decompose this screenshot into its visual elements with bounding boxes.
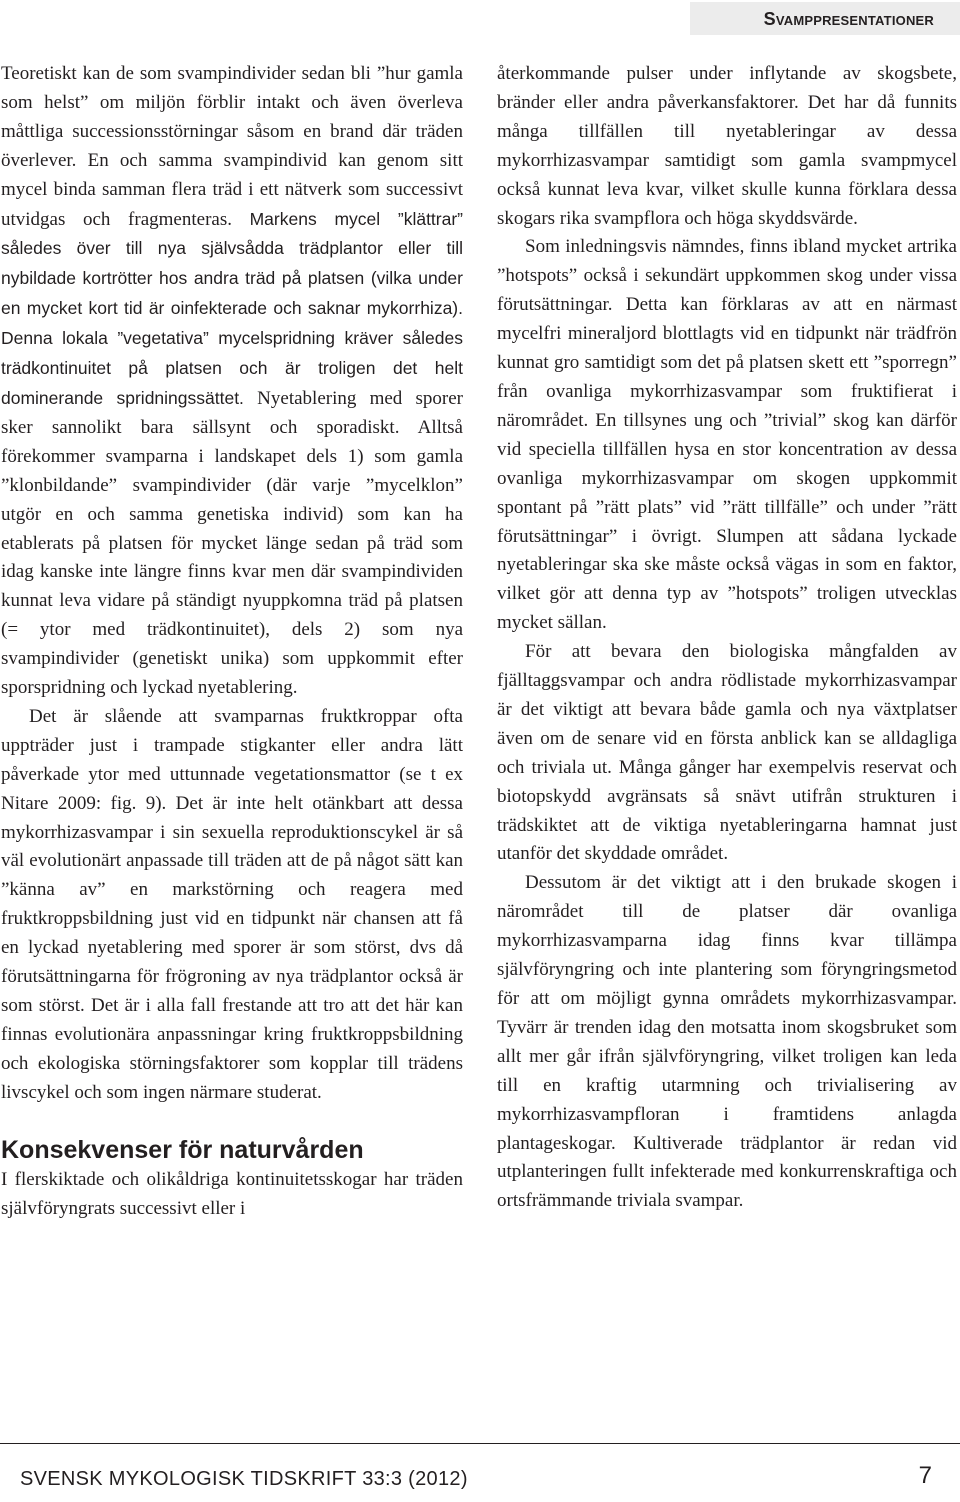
paragraph-1-part-a: Teoretiskt kan de som svampindivider sedan bli ”hur gamla som helst” om miljön förblir intakt och även överleva måttliga successionsstörningar såsom en brand där träden överlever. En och samma svampindivid kan genom sitt mycel binda samman flera träd i ett nätverk som successivt utvidgas och fragmenteras. xyxy=(1,63,463,230)
right-column xyxy=(497,60,957,1216)
paragraph-1-part-b: Markens mycel ”klättrar” således över till nya självsådda trädplantor eller till nybildade kortrötter hos andra träd på platsen (vilka under en mycket kort tid är oinfekterade och saknar mykorrhiza). Denna lokala ”vegetativa” mycelspridning kräver således trädkontinuitet på platsen och är troligen det helt dominerande spridningssättet. xyxy=(1,208,464,408)
paragraph-1-part-c: Nyetablering med sporer sker sannolikt bara sällsynt och sporadiskt. Alltså förekommer svamparna i landskapet dels 1) som gamla ”klonbildande” svampindivider (där varje ”mycelklon” utgör en och samma genetiska individ) som kan ha etablerats på platsen för mycket länge sedan på träd som idag kanske inte längre finns kvar men där svampindividen kunnat leva vidare på ständigt nyuppkomna träd på platsen (= ytor med trädkontinuitet), dels 2) som nya svampindivider (genetiskt unika) som uppkommit efter sporspridning och lyckad nyetablering. xyxy=(1,387,464,699)
section-title: Svamppresentationer xyxy=(763,9,934,29)
footer-divider xyxy=(0,1443,960,1444)
paragraph-2: Det är slående att svamparnas fruktkroppar ofta uppträder just i trampade stigkanter eller andra lätt påverkade ytor med uttunnade vegetationsmattor (se t ex Nitare 2009: fig. 9). Det är inte helt otänkbart att dessa mykorrhizasvampar i sin sexuella reproduktionscykel är så väl evolutionärt anpassade till träden att de på något sätt kan ”känna av” en markstörning och reagera med fruktkroppsbildning just vid en tidpunkt när chansen att få en lyckad nyetablering med sporer är som störst, dvs då förutsättningarna för frögroning av nya trädplantor också är som störst. Det är i alla fall frestande att tro att det här kan finnas evolutionära anpassningar kring fruktkroppsbildning och ekologiska störningsfaktorer som kopplar till trädens livscykel och som ingen närmare studerat. xyxy=(1,705,463,1103)
journal-name: SVENSK MYKOLOGISK TIDSKRIFT 33:3 (2012) xyxy=(20,1468,468,1490)
left-column xyxy=(1,60,463,1223)
page-number: 7 xyxy=(918,1462,932,1489)
paragraph-6: För att bevara den biologiska mångfalden av fjälltaggsvampar och andra rödlistade mykorrhizasvampar är det viktigt att bevara både gamla och nya växtplatser även om de senare vid en första anblick kan se alldagliga och triviala ut. Många gånger har exempelvis reservat och biotopskydd avgränsats så snävt utifrån strukturen i trädskiktet att de viktiga nyetableringarna hamnat just utanför det skyddade området. xyxy=(497,641,957,865)
paragraph-7: Dessutom är det viktigt att i den brukade skogen i närområdet till de platser där ovanliga mykorrhizasvamparna idag finns kvar tillämpa självföryngring och inte plantering som föryngringsmetod för att om möjligt gynna områdets mykorrhizasvampar. Tyvärr är trenden idag den motsatta inom skogsbruket som allt mer går ifrån självföryngring, vilket troligen kan leda till en kraftig utarmning och trivialisering av mykorrhizasvampfloran i framtidens anlagda plantageskogar. Kultiverade trädplantor är redan vid utplanteringen fullt infekterade med konkurrenskraftiga och ortsfrämmande triviala svampar. xyxy=(497,872,957,1212)
section-header-bar xyxy=(690,2,960,35)
paragraph-3: I flerskiktade och olikåldriga kontinuitetsskogar har träden självföryngrats successivt eller i xyxy=(1,1168,463,1219)
paragraph-4: återkommande pulser under inflytande av skogsbete, bränder eller andra påverkansfaktorer. Det har då funnits många tillfällen till nyetableringar av dessa mykorrhizasvampar samtidigt som gamla svampmycel också kunnat leva kvar, vilket skulle kunna förklara dessa skogars rika svampflora och höga skyddsvärde. xyxy=(497,63,957,229)
section-heading: Konsekvenser för naturvården xyxy=(1,1135,364,1164)
paragraph-5: Som inledningsvis nämndes, finns ibland mycket artrika ”hotspots” också i sekundärt uppkommen skog under vissa förutsättningar. Detta kan förklaras av att en närmast mycelfri mineraljord blottlagts vid en tidpunkt när trädfrön kunnat gro samtidigt som det på platsen skett ett ”sporregn” från ovanliga mykorrhizasvampar som fruktifierat i närområdet. En tillsynes ung och ”trivial” skog kan därför vid speciella tillfällen hysa en stor koncentration av dessa ovanliga mykorrhizasvampar om skogen uppkommit spontant på ”rätt plats” vid ”rätt tillfälle” och under ”rätt förutsättningar” i övrigt. Slumpen att sådana lyckade nyetableringar ska ske måste också vägas in som en faktor, vilket gör att denna typ av ”hotspots” troligen utvecklas mycket sällan. xyxy=(497,236,957,634)
paragraph-1 xyxy=(1,60,463,703)
